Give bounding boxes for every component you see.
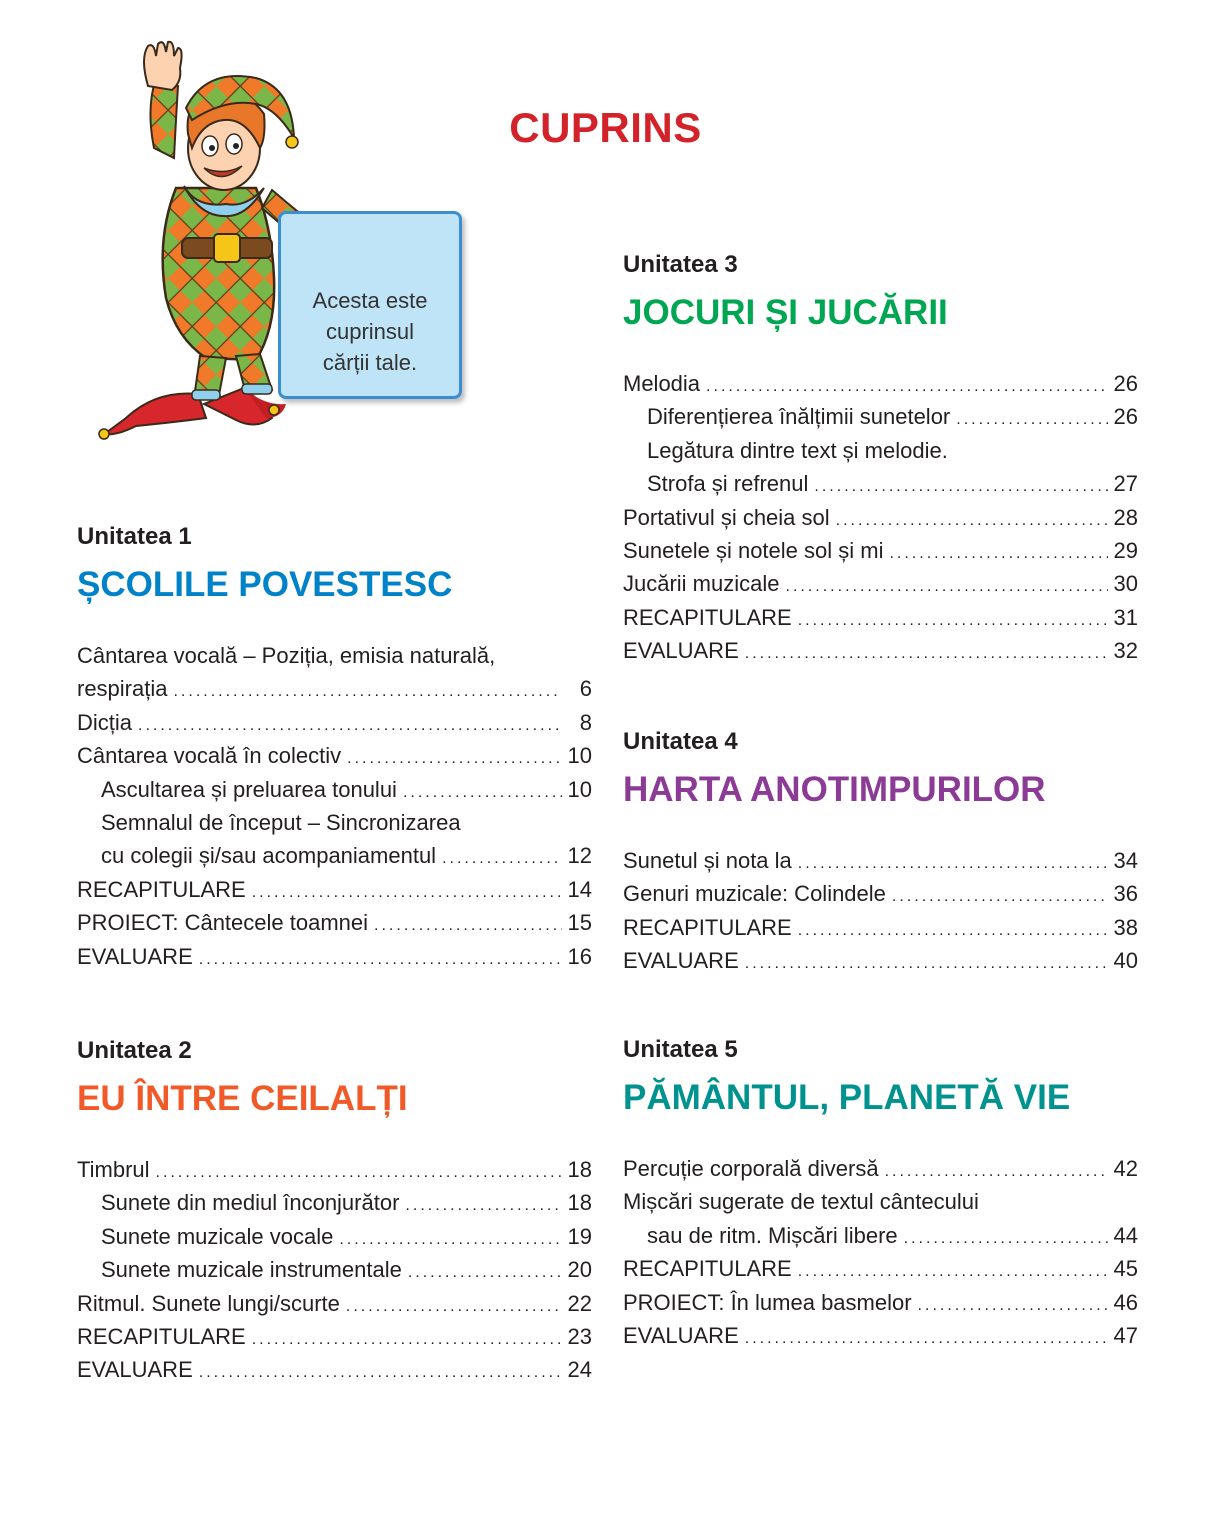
toc-entry-page: 31: [1113, 604, 1138, 630]
toc-entry-text: Jucării muzicale: [623, 571, 780, 597]
toc-entry-text: RECAPITULARE: [77, 1323, 246, 1349]
toc-entry-text: respirația: [77, 676, 168, 702]
toc-entry[interactable]: [623, 567, 1138, 600]
toc-entry-text: EVALUARE: [77, 943, 193, 969]
dot-leader: [889, 537, 1107, 570]
toc-entry-text: Dicția: [77, 709, 133, 735]
toc-entry-text: Mișcări sugerate de textul cântecului: [623, 1189, 979, 1215]
toc-entry-text: PROIECT: În lumea basmelor: [623, 1289, 912, 1315]
unit-title: JOCURI ȘI JUCĂRII: [623, 293, 948, 332]
toc-entry[interactable]: [623, 944, 1138, 977]
toc-entry-page: 12: [567, 843, 592, 869]
toc-entry-page: 18: [567, 1190, 592, 1216]
toc-entry-text: sau de ritm. Mișcări libere: [647, 1222, 898, 1248]
page-title: CUPRINS: [509, 104, 702, 151]
toc-entry[interactable]: [623, 601, 1138, 634]
unit-5-section: [623, 1034, 1138, 1352]
toc-entry-text: RECAPITULARE: [623, 604, 792, 630]
toc-entry[interactable]: [77, 839, 592, 872]
dot-leader: [442, 842, 561, 875]
toc-entry-text: Melodia: [623, 371, 701, 396]
toc-entry[interactable]: [623, 877, 1138, 910]
toc-entry-text: EVALUARE: [623, 948, 739, 974]
toc-entry-page: 10: [567, 743, 592, 769]
toc-entry-text: Sunetele și notele sol și mi: [623, 537, 884, 563]
toc-entry-page: 27: [1113, 471, 1138, 497]
toc-entry-text: Cântarea vocală în colectiv: [77, 743, 342, 769]
toc-entry[interactable]: [623, 1152, 1138, 1185]
dot-leader: [138, 709, 562, 742]
toc-entry-text: Sunetul și nota la: [623, 848, 792, 873]
toc-entry[interactable]: [77, 940, 592, 973]
toc-entry[interactable]: [623, 1219, 1138, 1252]
dot-leader: [956, 403, 1107, 436]
toc-entry-page: 28: [1113, 504, 1138, 530]
dot-leader: [346, 1290, 562, 1323]
toc-entry-page: 45: [1113, 1256, 1138, 1282]
dot-leader: [814, 470, 1107, 503]
toc-entry-text: RECAPITULARE: [623, 1256, 792, 1282]
toc-list: [623, 1152, 1138, 1352]
toc-entry-page: 6: [579, 676, 592, 702]
unit-3-section: [623, 249, 1138, 668]
toc-entry[interactable]: [623, 1319, 1138, 1352]
toc-entry-page: 26: [1113, 404, 1138, 430]
toc-entry-text: Percuție corporală diversă: [623, 1156, 879, 1181]
dot-leader: [374, 909, 561, 942]
toc-entry-page: 47: [1113, 1322, 1138, 1348]
toc-entry-page: 32: [1113, 638, 1138, 664]
toc-entry[interactable]: [77, 1153, 592, 1186]
dot-leader: [745, 947, 1108, 980]
toc-entry[interactable]: [77, 1287, 592, 1320]
toc-entry-page: 22: [567, 1290, 592, 1316]
toc-entry[interactable]: [623, 501, 1138, 534]
toc-entry[interactable]: [623, 634, 1138, 667]
toc-entry-page: 42: [1113, 1156, 1138, 1181]
toc-entry-text: PROIECT: Cântecele toamnei: [77, 910, 369, 936]
toc-entry-text: cu colegii și/sau acompaniamentul: [101, 843, 437, 869]
toc-entry-page: 36: [1113, 881, 1138, 907]
dot-leader: [892, 880, 1108, 913]
toc-entry-text: RECAPITULARE: [77, 876, 246, 902]
toc-entry-text: Sunete din mediul înconjurător: [101, 1190, 400, 1216]
toc-entry-page: 16: [567, 943, 592, 969]
dot-leader: [798, 847, 1108, 880]
toc-entry-text: Genuri muzicale: Colindele: [623, 881, 886, 907]
toc-entry-text: Diferențierea înălțimii sunetelor: [647, 404, 951, 430]
toc-entry-text: Cântarea vocală – Poziția, emisia naturală,: [77, 643, 496, 668]
toc-entry-text: Ritmul. Sunete lungi/scurte: [77, 1290, 340, 1316]
unit-label: Unitatea 2: [77, 1037, 192, 1064]
toc-entry[interactable]: [77, 672, 592, 705]
toc-entry[interactable]: [623, 1286, 1138, 1319]
toc-entry[interactable]: [77, 1353, 592, 1386]
toc-entry-page: 46: [1113, 1289, 1138, 1315]
dot-leader: [252, 1323, 562, 1356]
toc-entry-page: 30: [1113, 571, 1138, 597]
toc-entry[interactable]: [623, 400, 1138, 433]
toc-entry-page: 10: [567, 776, 592, 802]
unit-4-section: [623, 726, 1138, 978]
toc-entry[interactable]: [77, 1253, 592, 1286]
dot-leader: [403, 776, 562, 809]
toc-entry[interactable]: [623, 367, 1138, 400]
toc-entry[interactable]: [77, 639, 592, 672]
toc-entry-text: Semnalul de început – Sincronizarea: [101, 809, 461, 835]
toc-entry[interactable]: [623, 844, 1138, 877]
toc-list: [77, 639, 592, 973]
toc-entry-page: 38: [1113, 914, 1138, 940]
toc-entry[interactable]: [77, 1220, 592, 1253]
toc-entry-text: Sunete muzicale vocale: [101, 1223, 334, 1249]
toc-list: [623, 844, 1138, 978]
dot-leader: [405, 1189, 561, 1222]
toc-entry[interactable]: [77, 739, 592, 772]
dot-leader: [199, 1356, 562, 1389]
toc-entry[interactable]: [623, 1185, 1138, 1218]
dot-leader: [798, 604, 1108, 637]
toc-entry-page: 44: [1113, 1222, 1138, 1248]
unit-1-section: [77, 521, 592, 973]
toc-entry-text: Strofa și refrenul: [647, 471, 809, 497]
dot-leader: [798, 1255, 1108, 1288]
dot-leader: [745, 1322, 1108, 1355]
toc-entry-page: 19: [567, 1223, 592, 1249]
toc-entry[interactable]: [77, 1320, 592, 1353]
toc-entry-text: EVALUARE: [623, 1322, 739, 1348]
toc-list: [623, 367, 1138, 668]
toc-entry[interactable]: [77, 1186, 592, 1219]
dot-leader: [252, 876, 562, 909]
dot-leader: [836, 504, 1108, 537]
unit-label: Unitatea 4: [623, 728, 738, 755]
unit-title: HARTA ANOTIMPURILOR: [623, 770, 1046, 809]
toc-entry-page: 34: [1113, 848, 1138, 873]
dot-leader: [173, 675, 562, 708]
toc-entry-page: 15: [567, 910, 592, 936]
dot-leader: [918, 1289, 1108, 1322]
toc-entry[interactable]: [77, 773, 592, 806]
toc-entry-text: Legătura dintre text și melodie.: [647, 437, 948, 463]
toc-entry-text: Ascultarea și preluarea tonului: [101, 776, 397, 802]
toc-entry[interactable]: [623, 434, 1138, 467]
toc-entry[interactable]: [623, 911, 1138, 944]
toc-entry[interactable]: [623, 534, 1138, 567]
toc-entry-page: 14: [567, 876, 592, 902]
unit-title: PĂMÂNTUL, PLANETĂ VIE: [623, 1078, 1071, 1117]
toc-entry-text: EVALUARE: [77, 1357, 193, 1383]
toc-list: [77, 1153, 592, 1387]
toc-entry[interactable]: [77, 706, 592, 739]
dot-leader: [885, 1155, 1108, 1188]
bubble-text: Acesta este cuprinsul cărții tale.: [312, 288, 428, 375]
toc-entry[interactable]: [77, 906, 592, 939]
toc-entry-page: 18: [567, 1157, 592, 1182]
dot-leader: [904, 1222, 1108, 1255]
toc-entry[interactable]: [623, 1252, 1138, 1285]
unit-2-section: [77, 1035, 592, 1387]
dot-leader: [786, 570, 1108, 603]
dot-leader: [745, 637, 1108, 670]
toc-entry-text: Portativul și cheia sol: [623, 504, 830, 530]
toc-entry[interactable]: [77, 873, 592, 906]
toc-entry-page: 23: [567, 1323, 592, 1349]
toc-entry-page: 40: [1113, 948, 1138, 974]
toc-entry-page: 29: [1113, 537, 1138, 563]
toc-entry-text: Sunete muzicale instrumentale: [101, 1257, 402, 1283]
dot-leader: [706, 370, 1107, 403]
unit-title: EU ÎNTRE CEILALȚI: [77, 1079, 408, 1118]
toc-entry[interactable]: [77, 806, 592, 839]
unit-label: Unitatea 5: [623, 1036, 738, 1063]
toc-entry[interactable]: [623, 467, 1138, 500]
toc-entry-page: 8: [579, 709, 592, 735]
toc-entry-page: 26: [1113, 371, 1138, 396]
unit-title: ȘCOLILE POVESTESC: [77, 565, 453, 604]
dot-leader: [339, 1223, 561, 1256]
toc-entry-text: RECAPITULARE: [623, 914, 792, 940]
unit-label: Unitatea 1: [77, 523, 192, 550]
dot-leader: [798, 914, 1108, 947]
dot-leader: [408, 1256, 562, 1289]
unit-label: Unitatea 3: [623, 251, 738, 278]
toc-entry-text: EVALUARE: [623, 638, 739, 664]
toc-entry-page: 20: [567, 1257, 592, 1283]
dot-leader: [156, 1156, 562, 1189]
dot-leader: [347, 742, 561, 775]
toc-entry-page: 24: [567, 1357, 592, 1383]
toc-entry-text: Timbrul: [77, 1157, 150, 1182]
dot-leader: [199, 943, 562, 976]
